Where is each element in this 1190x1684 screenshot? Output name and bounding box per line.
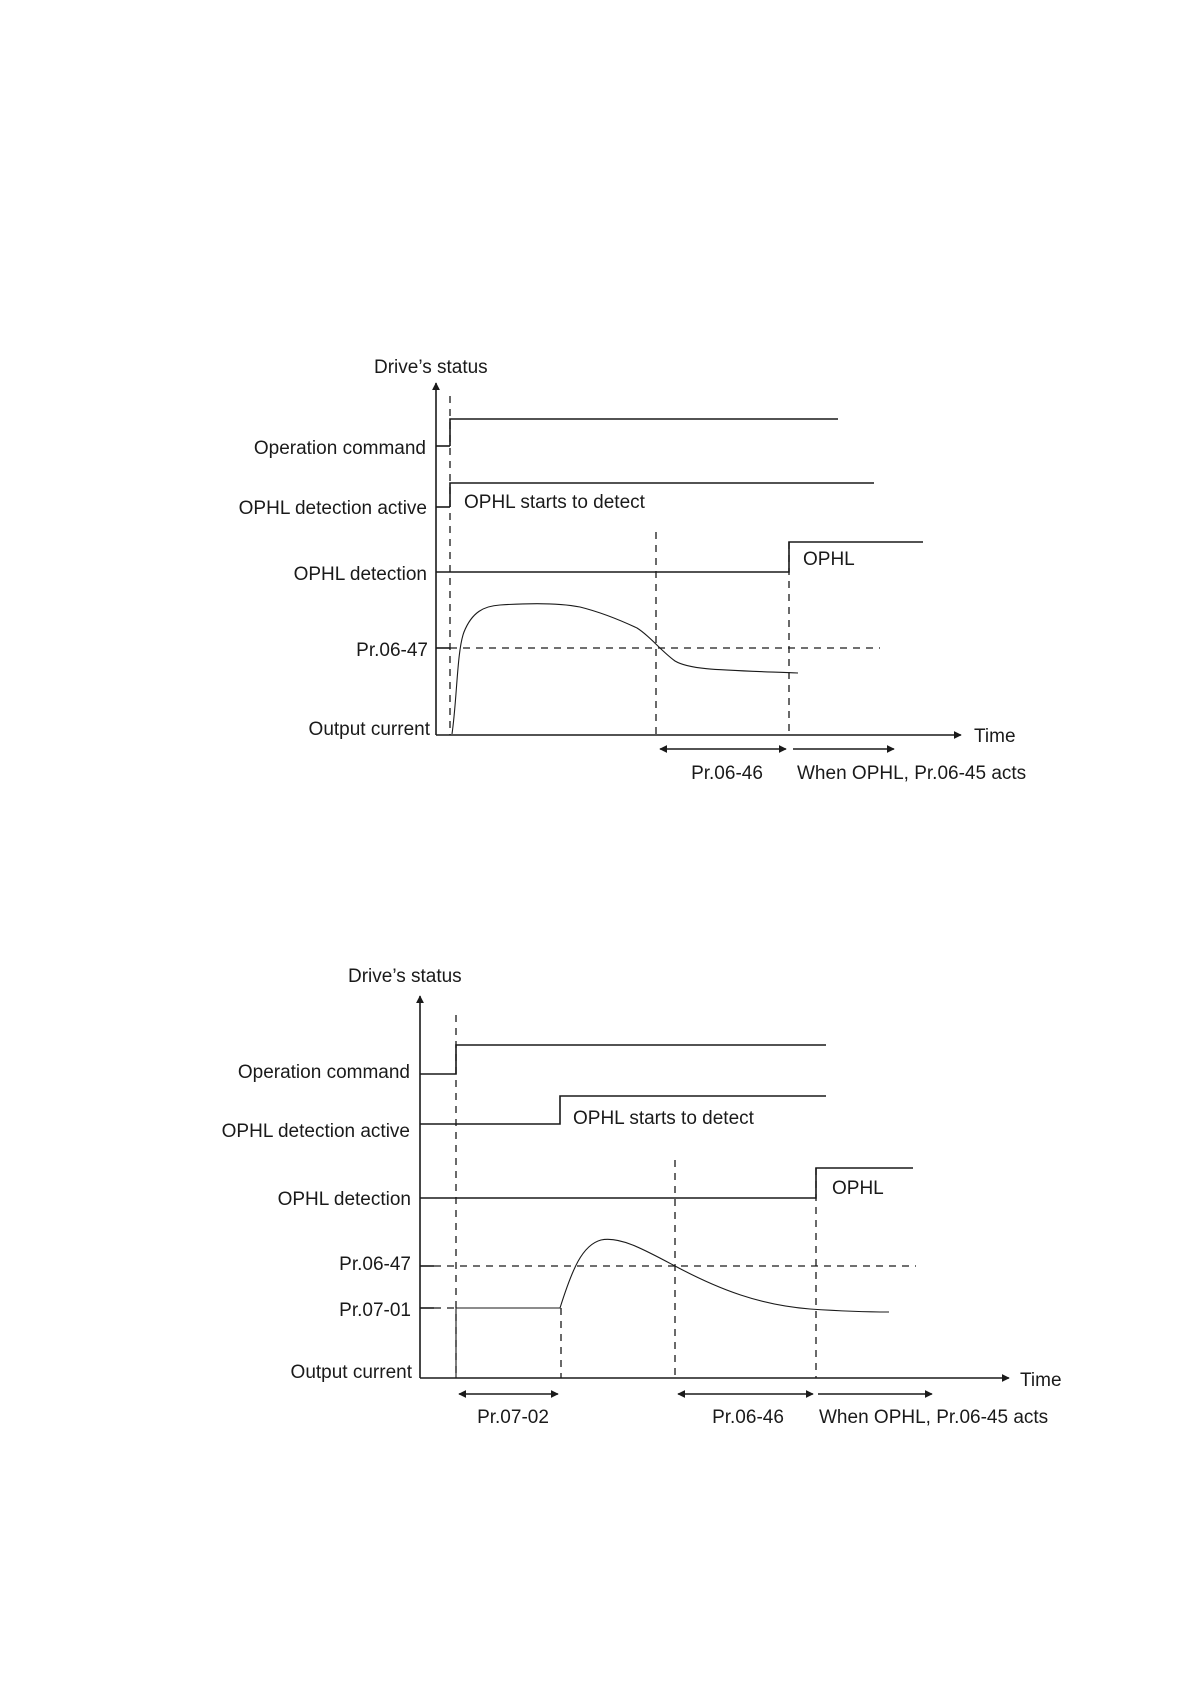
- d2-when-ophl-label: When OPHL, Pr.06-45 acts: [819, 1407, 1049, 1428]
- d2-label-output-current: Output current: [290, 1362, 412, 1383]
- d2-label-ophl-detection: OPHL detection: [277, 1189, 411, 1210]
- d2-pr0702-label: Pr.07-02: [477, 1407, 549, 1428]
- d1-output-current-curve: [452, 604, 798, 734]
- d1-label-operation-command: Operation command: [253, 438, 426, 459]
- d1-label-pr-06-47: Pr.06-47: [356, 640, 428, 661]
- d1-label-output-current: Output current: [308, 719, 430, 740]
- d1-y-axis-title: Drive’s status: [374, 357, 488, 378]
- d2-y-axis-title: Drive’s status: [348, 966, 462, 987]
- d2-label-operation-command: Operation command: [237, 1062, 410, 1083]
- d2-label-pr-07-01: Pr.07-01: [339, 1300, 411, 1321]
- d2-label-pr-06-47: Pr.06-47: [339, 1254, 411, 1275]
- d2-ophl-starts-label: OPHL starts to detect: [573, 1108, 754, 1129]
- diagram-2: [222, 966, 1062, 1428]
- d1-x-axis-label: Time: [974, 726, 1016, 747]
- d1-ophl-label: OPHL: [803, 549, 855, 570]
- d2-output-current-curve: [456, 1239, 889, 1378]
- d1-ophl-starts-label: OPHL starts to detect: [464, 492, 645, 513]
- d2-x-axis-label: Time: [1020, 1370, 1062, 1391]
- d1-label-ophl-detection-active: OPHL detection active: [238, 498, 427, 519]
- d1-operation-command-signal: [450, 419, 838, 446]
- diagram-1: [239, 357, 1027, 784]
- d1-label-ophl-detection: OPHL detection: [293, 564, 427, 585]
- d1-when-ophl-label: When OPHL, Pr.06-45 acts: [797, 763, 1027, 784]
- d2-label-ophl-detection-active: OPHL detection active: [221, 1121, 410, 1142]
- d2-pr0646-label: Pr.06-46: [712, 1407, 784, 1428]
- d2-operation-command-signal: [420, 1045, 826, 1074]
- d1-pr0646-label: Pr.06-46: [691, 763, 763, 784]
- d2-ophl-label: OPHL: [832, 1178, 884, 1199]
